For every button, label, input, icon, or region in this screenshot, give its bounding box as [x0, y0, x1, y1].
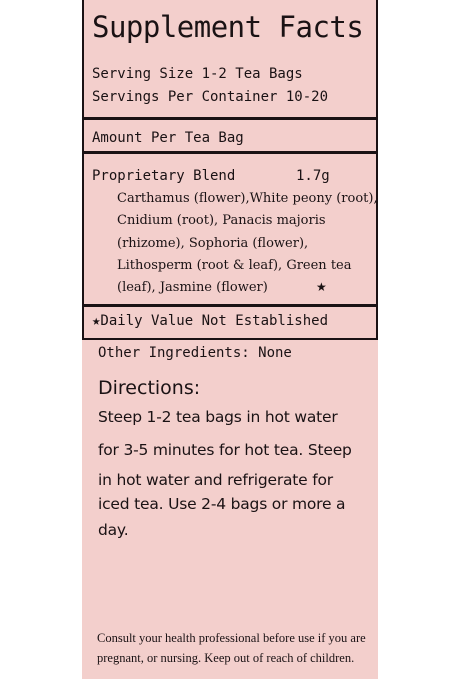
amount-per-serving-header: Amount Per Tea Bag	[92, 130, 244, 146]
directions-line: iced tea. Use 2-4 bags or more a	[98, 495, 346, 513]
ingredient-line: (rhizome), Sophoria (flower),	[117, 236, 309, 251]
directions-line: Steep 1-2 tea bags in hot water	[98, 408, 338, 426]
warning-line: pregnant, or nursing. Keep out of reach of children.	[97, 651, 355, 665]
directions-line: in hot water and refrigerate for	[98, 471, 333, 489]
divider-thick-2	[82, 151, 378, 154]
serving-size: Serving Size 1-2 Tea Bags	[92, 66, 303, 82]
ingredient-line: Lithosperm (root & leaf), Green tea	[117, 258, 352, 273]
directions-line: for 3-5 minutes for hot tea. Steep	[98, 441, 352, 459]
directions-heading: Directions:	[98, 377, 201, 399]
ingredient-line: Carthamus (flower),White peony (root),	[117, 191, 378, 206]
ingredient-line: Cnidium (root), Panacis majoris	[117, 213, 326, 228]
servings-per-container: Servings Per Container 10-20	[92, 89, 329, 105]
divider-thick-1	[82, 117, 378, 120]
divider-thick-3	[82, 304, 378, 307]
blend-name: Proprietary Blend	[92, 168, 236, 184]
warning-line: Consult your health professional before use if you are	[97, 631, 366, 645]
daily-value-star-icon: ★	[316, 280, 327, 294]
daily-value-note: ★Daily Value Not Established	[92, 313, 329, 329]
directions-line: day.	[98, 521, 129, 539]
blend-amount: 1.7g	[296, 168, 330, 184]
ingredient-line: (leaf), Jasmine (flower)	[117, 280, 268, 295]
facts-title: Supplement Facts	[92, 10, 364, 44]
other-ingredients: Other Ingredients: None	[98, 345, 292, 361]
